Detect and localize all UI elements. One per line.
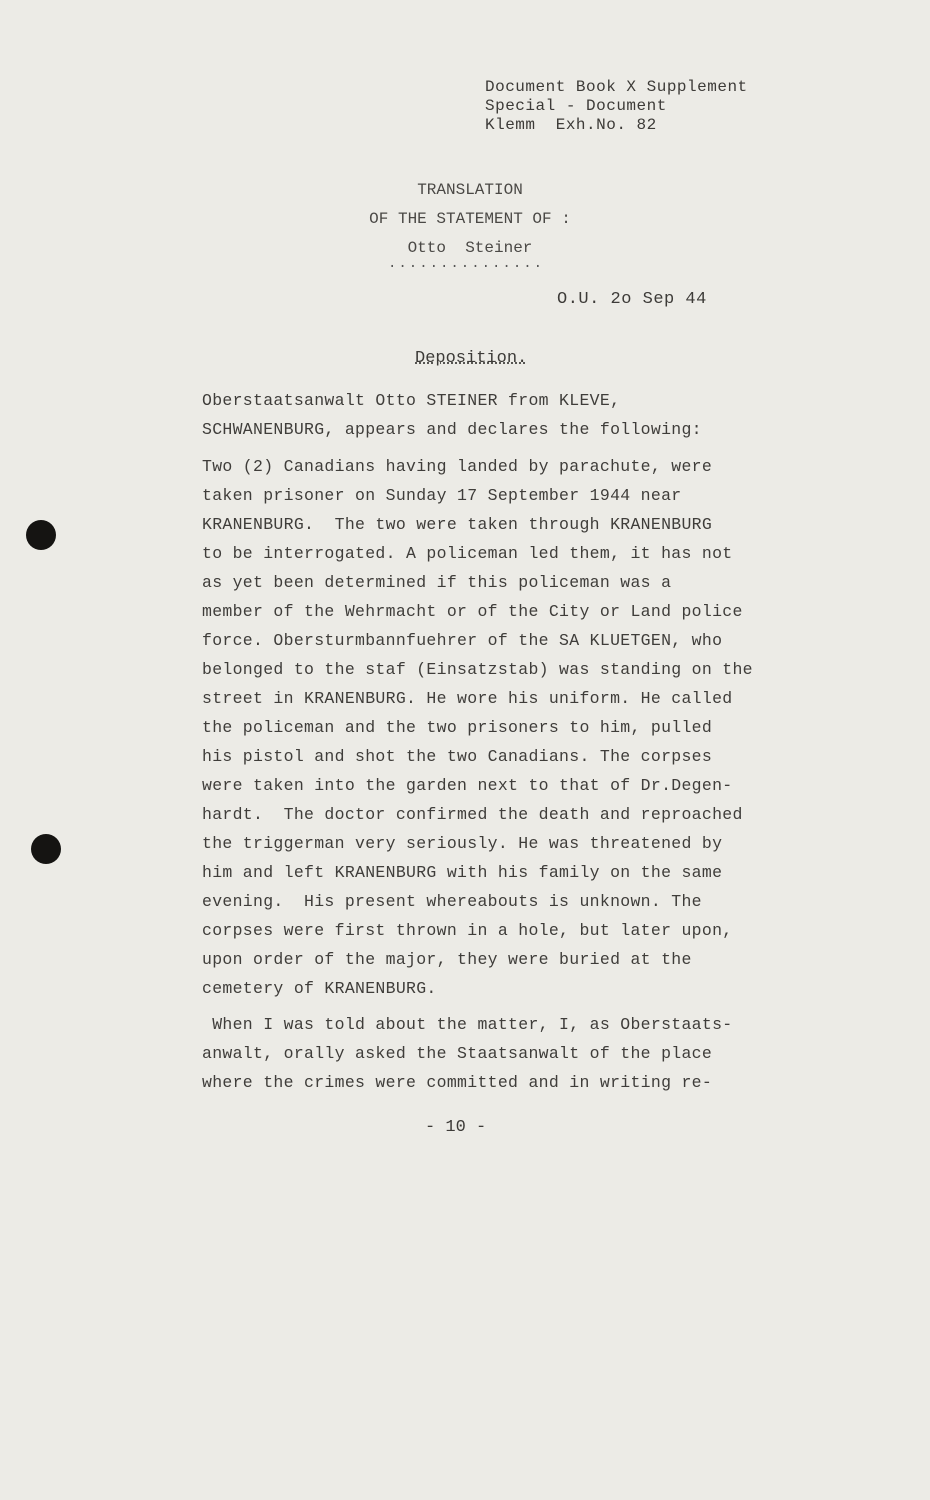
text-line: hardt. The doctor confirmed the death and reproached bbox=[202, 805, 743, 824]
text-line: his pistol and shot the two Canadians. The corpses bbox=[202, 747, 713, 766]
document-reference-header bbox=[485, 78, 748, 135]
text-line: upon order of the major, they were buried at the bbox=[202, 950, 692, 969]
text-line: the triggerman very seriously. He was threatened by bbox=[202, 834, 723, 853]
title-translation: TRANSLATION bbox=[417, 181, 523, 199]
intro-paragraph bbox=[202, 386, 842, 444]
text-line: cemetery of KRANENBURG. bbox=[202, 979, 437, 998]
text-line: to be interrogated. A policeman led them, it has not bbox=[202, 544, 733, 563]
header-line-book: Document Book X Supplement bbox=[485, 78, 748, 96]
text-line: member of the Wehrmacht or of the City or Land police bbox=[202, 602, 743, 621]
text-line: corpses were first thrown in a hole, but later upon, bbox=[202, 921, 733, 940]
text-line: force. Obersturmbannfuehrer of the SA KLUETGEN, who bbox=[202, 631, 723, 650]
text-line: anwalt, orally asked the Staatsanwalt of the place bbox=[202, 1044, 713, 1063]
text-line: taken prisoner on Sunday 17 September 1944 near bbox=[202, 486, 682, 505]
text-line: street in KRANENBURG. He wore his uniform. He called bbox=[202, 689, 733, 708]
punch-hole bbox=[26, 520, 56, 550]
text-line: KRANENBURG. The two were taken through KRANENBURG bbox=[202, 515, 713, 534]
text-line: Two (2) Canadians having landed by parachute, were bbox=[202, 457, 713, 476]
section-heading: Deposition. bbox=[415, 349, 528, 368]
statement-paragraph-2 bbox=[202, 1010, 842, 1097]
document-title bbox=[300, 176, 640, 263]
text-line: Oberstaatsanwalt Otto STEINER from KLEVE, bbox=[202, 391, 621, 410]
text-line: evening. His present whereabouts is unknown. The bbox=[202, 892, 702, 911]
text-line: SCHWANENBURG, appears and declares the following: bbox=[202, 420, 702, 439]
title-statement-of: OF THE STATEMENT OF : bbox=[369, 210, 571, 228]
text-line: belonged to the staf (Einsatzstab) was standing on the bbox=[202, 660, 753, 679]
text-line: him and left KRANENBURG with his family on the same bbox=[202, 863, 723, 882]
page-number: - 10 - bbox=[425, 1118, 487, 1137]
text-line: as yet been determined if this policeman was a bbox=[202, 573, 672, 592]
title-name: Otto Steiner bbox=[407, 239, 533, 257]
text-line: When I was told about the matter, I, as Oberstaats- bbox=[202, 1015, 733, 1034]
title-underline-dots: ............... bbox=[388, 256, 545, 272]
header-line-special: Special - Document bbox=[485, 97, 667, 115]
punch-hole bbox=[31, 834, 61, 864]
date-line: O.U. 2o Sep 44 bbox=[557, 290, 707, 309]
text-line: the policeman and the two prisoners to him, pulled bbox=[202, 718, 713, 737]
text-line: were taken into the garden next to that of Dr.Degen- bbox=[202, 776, 733, 795]
header-line-exhibit: Klemm Exh.No. 82 bbox=[485, 116, 657, 134]
statement-paragraph-1 bbox=[202, 452, 842, 1003]
text-line: where the crimes were committed and in writing re- bbox=[202, 1073, 713, 1092]
